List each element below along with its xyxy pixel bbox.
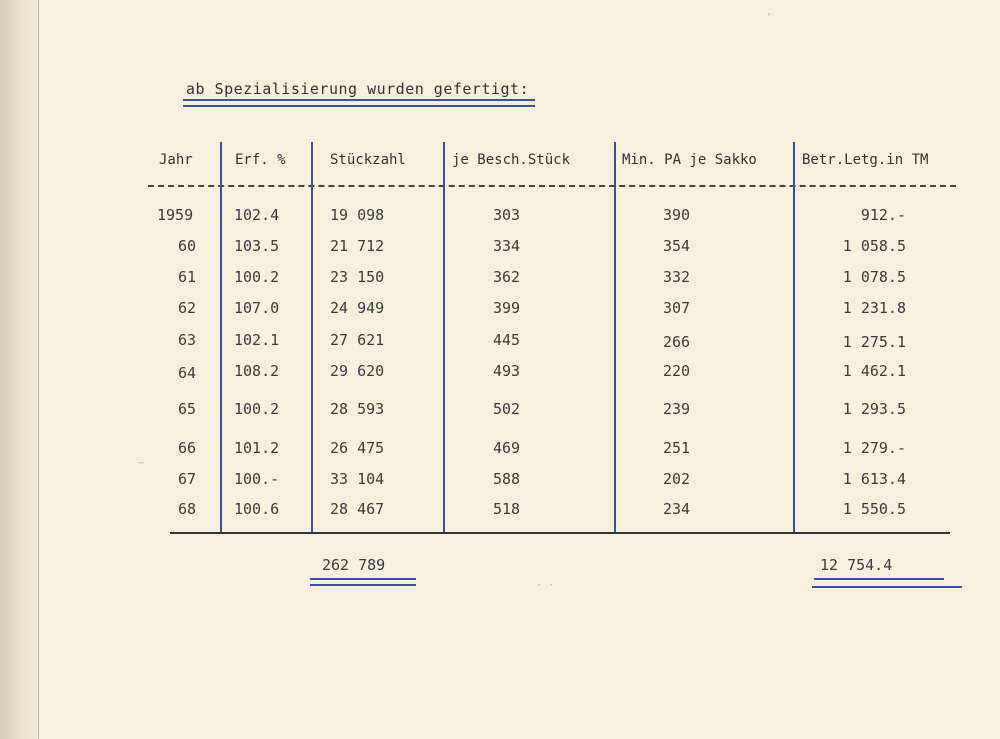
total-underline xyxy=(814,578,944,580)
cell-betr-leistung: 1 279.- xyxy=(842,439,906,457)
cell-stueckzahl: 21 712 xyxy=(330,237,385,255)
cell-betr-leistung: 1 293.5 xyxy=(842,400,906,418)
cell-erf: 100.2 xyxy=(234,268,280,286)
cell-stueckzahl: 26 475 xyxy=(330,439,385,457)
paper-mark: ~ xyxy=(138,458,145,469)
total-underline-double xyxy=(310,584,416,586)
column-divider xyxy=(443,142,445,534)
cell-je-besch: 303 xyxy=(493,206,521,224)
cell-min-pa: 307 xyxy=(663,299,691,317)
column-divider xyxy=(311,142,313,534)
cell-min-pa: 390 xyxy=(663,206,691,224)
col-header-jahr: Jahr xyxy=(159,152,193,168)
cell-erf: 103.5 xyxy=(234,237,280,255)
cell-min-pa: 266 xyxy=(663,333,691,351)
cell-stueckzahl: 19 098 xyxy=(330,206,385,224)
book-spine xyxy=(0,0,39,739)
heading-underline-double xyxy=(183,105,535,107)
cell-stueckzahl: 33 104 xyxy=(330,470,385,488)
total-stueckzahl: 262 789 xyxy=(322,556,386,574)
document-page xyxy=(38,0,1000,739)
cell-min-pa: 332 xyxy=(663,268,691,286)
cell-je-besch: 469 xyxy=(493,439,521,457)
col-header-stueckzahl: Stückzahl xyxy=(330,152,406,168)
cell-year: 65 xyxy=(178,400,197,418)
cell-year: 1959 xyxy=(157,206,194,224)
cell-betr-leistung: 912.- xyxy=(860,206,906,224)
cell-je-besch: 445 xyxy=(493,331,521,349)
cell-stueckzahl: 28 593 xyxy=(330,400,385,418)
cell-je-besch: 502 xyxy=(493,400,521,418)
cell-min-pa: 251 xyxy=(663,439,691,457)
paper-mark: ' xyxy=(766,12,773,23)
cell-stueckzahl: 24 949 xyxy=(330,299,385,317)
cell-erf: 108.2 xyxy=(234,362,280,380)
cell-year: 66 xyxy=(178,439,197,457)
cell-je-besch: 334 xyxy=(493,237,521,255)
cell-min-pa: 202 xyxy=(663,470,691,488)
cell-betr-leistung: 1 462.1 xyxy=(842,362,906,380)
cell-je-besch: 518 xyxy=(493,500,521,518)
cell-erf: 102.4 xyxy=(234,206,280,224)
cell-year: 64 xyxy=(178,364,197,382)
heading-underline xyxy=(183,99,535,101)
cell-erf: 107.0 xyxy=(234,299,280,317)
header-separator xyxy=(148,185,956,187)
cell-stueckzahl: 27 621 xyxy=(330,331,385,349)
cell-betr-leistung: 1 058.5 xyxy=(842,237,906,255)
cell-min-pa: 220 xyxy=(663,362,691,380)
cell-year: 60 xyxy=(178,237,197,255)
cell-betr-leistung: 1 078.5 xyxy=(842,268,906,286)
cell-min-pa: 234 xyxy=(663,500,691,518)
cell-je-besch: 399 xyxy=(493,299,521,317)
cell-erf: 100.6 xyxy=(234,500,280,518)
col-header-erf: Erf. % xyxy=(235,152,286,168)
column-divider xyxy=(220,142,222,534)
cell-year: 63 xyxy=(178,331,197,349)
total-underline-double xyxy=(812,586,962,588)
col-header-betr-leistung: Betr.Letg.in TM xyxy=(802,152,929,168)
cell-je-besch: 493 xyxy=(493,362,521,380)
cell-stueckzahl: 29 620 xyxy=(330,362,385,380)
cell-erf: 102.1 xyxy=(234,331,280,349)
cell-betr-leistung: 1 231.8 xyxy=(842,299,906,317)
cell-year: 61 xyxy=(178,268,197,286)
cell-erf: 101.2 xyxy=(234,439,280,457)
cell-year: 62 xyxy=(178,299,197,317)
cell-erf: 100.- xyxy=(234,470,280,488)
cell-je-besch: 588 xyxy=(493,470,521,488)
table-bottom-rule xyxy=(170,532,950,534)
column-divider xyxy=(793,142,795,534)
cell-erf: 100.2 xyxy=(234,400,280,418)
cell-min-pa: 354 xyxy=(663,237,691,255)
total-underline xyxy=(310,578,416,580)
cell-betr-leistung: 1 550.5 xyxy=(842,500,906,518)
page-heading: ab Spezialisierung wurden gefertigt: xyxy=(186,80,530,98)
cell-stueckzahl: 28 467 xyxy=(330,500,385,518)
cell-min-pa: 239 xyxy=(663,400,691,418)
paper-mark: · · xyxy=(536,580,555,591)
cell-stueckzahl: 23 150 xyxy=(330,268,385,286)
cell-betr-leistung: 1 275.1 xyxy=(842,333,906,351)
total-betr-leistung: 12 754.4 xyxy=(820,556,893,574)
cell-je-besch: 362 xyxy=(493,268,521,286)
cell-betr-leistung: 1 613.4 xyxy=(842,470,906,488)
col-header-je-besch: je Besch.Stück xyxy=(452,152,571,168)
cell-year: 67 xyxy=(178,470,197,488)
cell-year: 68 xyxy=(178,500,197,518)
column-divider xyxy=(614,142,616,534)
col-header-min-pa: Min. PA je Sakko xyxy=(622,152,757,168)
